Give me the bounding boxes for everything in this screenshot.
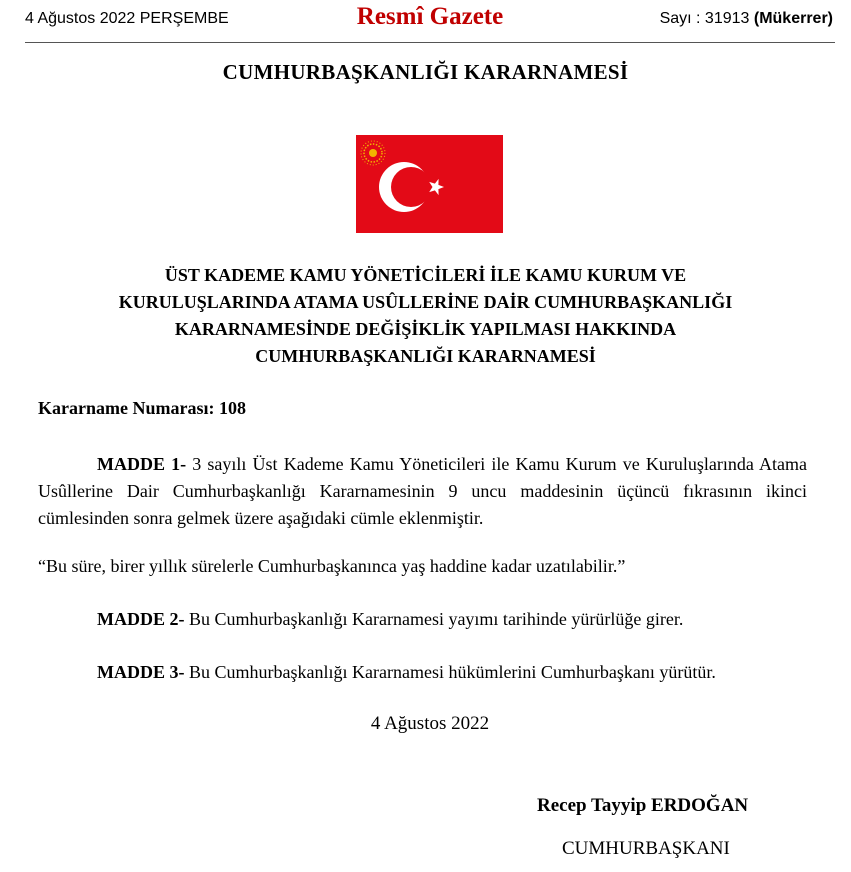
article-2 — [97, 609, 683, 630]
article-text: 3 sayılı Üst Kademe Kamu Yöneticileri ile Kamu Kurum ve Kuruluşlarında Atama Usûllerine Dair Cumhurbaşkanlığı Kararnamesinin 9 uncu maddesinin üçüncü fıkrasının ikinci cümlesinden sonra gelmek üzere aşağıdaki cümle eklenmiştir. — [38, 454, 807, 528]
signer-name: Recep Tayyip ERDOĞAN — [537, 795, 749, 816]
article-3 — [97, 662, 716, 683]
signer-title: CUMHURBAŞKANI — [562, 838, 730, 859]
article-label: MADDE 3- — [97, 662, 185, 682]
issue-supplement-label: (Mükerrer) — [753, 10, 833, 27]
gazette-title: Resmî Gazete — [356, 3, 504, 30]
gazette-date: 4 Ağustos 2022 PERŞEMBE — [25, 10, 229, 27]
decree-number: Kararname Numarası: 108 — [38, 398, 246, 418]
decree-heading — [40, 262, 811, 370]
heading-line: KURULUŞLARINDA ATAMA USÛLLERİNE DAİR CUMHURBAŞKANLIĞI — [118, 292, 733, 312]
issue-number — [660, 10, 833, 28]
added-sentence-quote: “Bu süre, birer yıllık sürelerle Cumhurbaşkanınca yaş haddine kadar uzatılabilir.” — [38, 556, 626, 576]
heading-line: ÜST KADEME KAMU YÖNETİCİLERİ İLE KAMU KURUM VE — [164, 265, 687, 285]
issue-number-text: Sayı : 31913 — [659, 10, 754, 27]
heading-line: CUMHURBAŞKANLIĞI KARARNAMESİ — [255, 346, 596, 366]
signature-date: 4 Ağustos 2022 — [370, 713, 490, 734]
article-text: Bu Cumhurbaşkanlığı Kararnamesi hükümlerini Cumhurbaşkanı yürütür. — [184, 662, 716, 682]
masthead — [25, 0, 835, 43]
article-label: MADDE 2- — [97, 609, 185, 629]
heading-line: KARARNAMESİNDE DEĞİŞİKLİK YAPILMASI HAKKINDA — [174, 319, 677, 339]
presidential-flag-icon — [356, 135, 503, 233]
article-1 — [38, 451, 807, 532]
decree-type-title: CUMHURBAŞKANLIĞI KARARNAMESİ — [222, 60, 629, 84]
article-text: Bu Cumhurbaşkanlığı Kararnamesi yayımı tarihinde yürürlüğe girer. — [184, 609, 684, 629]
article-label: MADDE 1- — [97, 454, 187, 474]
